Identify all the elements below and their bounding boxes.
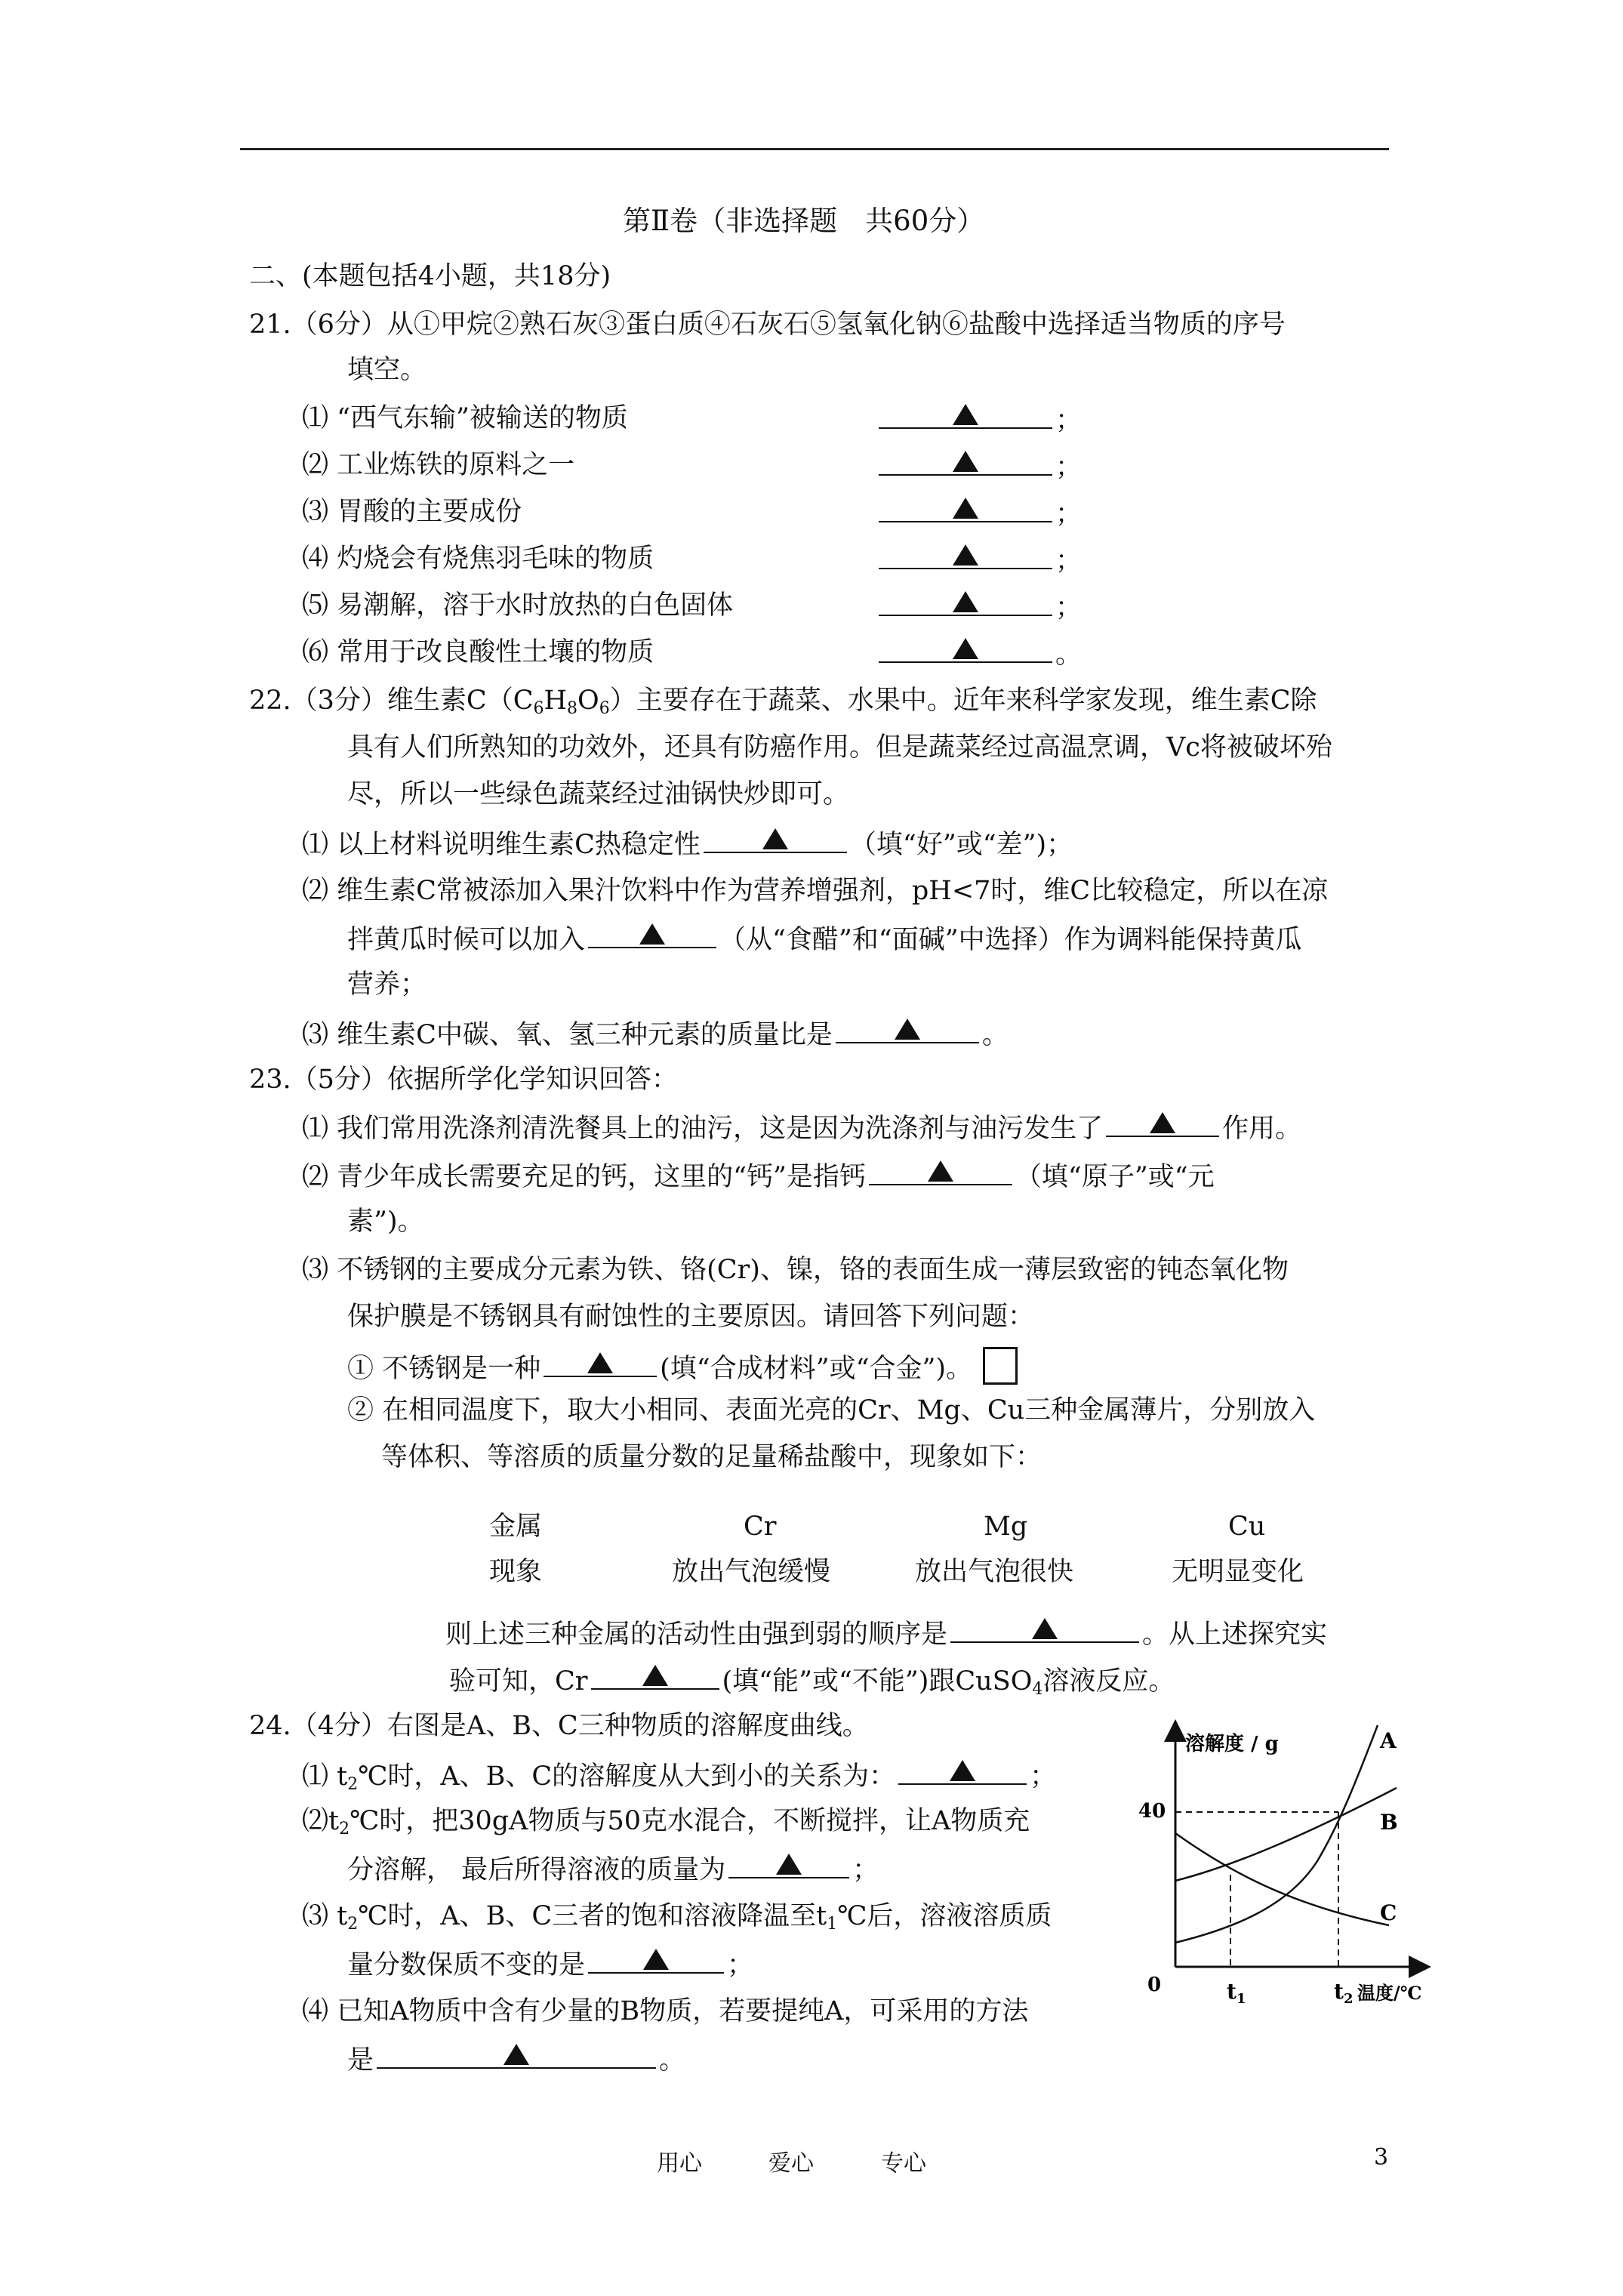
q24-part1: ⑴ $t_2℃$时，A、B、C的溶解度从大到小的关系为： ； xyxy=(302,1758,1056,1801)
triangle-icon xyxy=(642,1665,668,1686)
q24-part3-line1: ⑶ $t_2℃$时，A、B、C三者的饱和溶液降温至$t_1℃$后，溶液溶质质 xyxy=(302,1901,1052,1934)
q24-part2-line1: $⑵t_2℃$时，把30gA物质与50克水混合，不断搅拌，让A物质充 xyxy=(302,1806,1030,1838)
item-label: ⑶ 胃酸的主要成份 xyxy=(302,497,522,527)
answer-blank xyxy=(728,1851,849,1878)
curve-b xyxy=(1175,1788,1397,1881)
part2-heading: 二、(本题包括4小题，共18分) xyxy=(249,261,611,291)
q21-answer-1: ； xyxy=(876,402,1082,437)
triangle-icon xyxy=(953,638,978,659)
q22-part3: ⑶ 维生素C中碳、氧、氢三种元素的质量比是 。 xyxy=(302,1016,1009,1052)
triangle-icon xyxy=(587,1352,613,1373)
answer-blank xyxy=(879,542,1052,569)
table-cell-cr: Cr xyxy=(744,1512,777,1542)
answer-blank xyxy=(879,402,1052,429)
origin-label: 0 xyxy=(1147,1974,1162,1996)
answer-blank xyxy=(879,448,1052,476)
triangle-icon xyxy=(762,828,788,849)
q22-part2-line2: 拌黄瓜时候可以加入 （从“食醋”和“面碱”中选择）作为调料能保持黄瓜 xyxy=(347,921,1302,957)
triangle-icon xyxy=(895,1019,920,1040)
table-cell-mg-result: 放出气泡很快 xyxy=(915,1557,1074,1587)
q21-answer-2: ； xyxy=(876,448,1082,484)
q23-sub2-line1: ② 在相同温度下，取大小相同、表面光亮的Cr、Mg、Cu三种金属薄片，分别放入 xyxy=(347,1395,1316,1425)
curve-c-label: C xyxy=(1380,1900,1397,1925)
t1-label: $t_1$ xyxy=(1227,1979,1246,2007)
q23-conclusion-line1: 则上述三种金属的活动性由强到弱的顺序是 。从上述探究实 xyxy=(445,1616,1327,1651)
section-title: 第Ⅱ卷（非选择题 共60分） xyxy=(623,205,985,237)
answer-blank xyxy=(869,1158,1012,1185)
answer-blank xyxy=(898,1758,1027,1785)
q21-answer-6: 。 xyxy=(876,636,1082,671)
q21-item-2 xyxy=(302,448,574,482)
table-cell-cu: Cu xyxy=(1228,1512,1266,1542)
table-cell-phenomenon-label: 现象 xyxy=(489,1557,543,1587)
footer-motto-3: 专心 xyxy=(881,2150,926,2177)
q22-part1: ⑴ 以上材料说明维生素C热稳定性 （填“好”或“差”)； xyxy=(302,826,1073,861)
x-axis-label: 温度/℃ xyxy=(1357,1982,1422,2004)
q23-sub1: ① 不锈钢是一种 (填“合成材料”或“合金”)。 xyxy=(347,1347,1018,1385)
q22-stem-line3: 尽，所以一些绿色蔬菜经过油锅快炒即可。 xyxy=(347,779,850,809)
q23-sub2-line2: 等体积、等溶质的质量分数的足量稀盐酸中，现象如下： xyxy=(381,1442,1042,1472)
answer-box xyxy=(983,1347,1018,1385)
answer-blank xyxy=(879,636,1052,663)
triangle-icon xyxy=(953,498,978,519)
q21-item-1 xyxy=(302,402,628,435)
table-cell-cr-result: 放出气泡缓慢 xyxy=(672,1557,831,1587)
triangle-icon xyxy=(643,1949,669,1970)
q24-part4-line2: 是 。 xyxy=(347,2042,685,2077)
answer-blank xyxy=(588,1946,724,1974)
answer-blank xyxy=(879,589,1052,616)
table-cell-mg: Mg xyxy=(984,1512,1028,1542)
q23-conclusion-line2: 验可知，Cr (填“能”或“不能”)跟CuSO$_4$溶液反应。 xyxy=(449,1663,1175,1706)
answer-blank xyxy=(591,1663,719,1690)
q23-part3-line1: ⑶ 不锈钢的主要成分元素为铁、铬(Cr)、镍，铬的表面生成一薄层致密的钝态氧化物 xyxy=(302,1255,1289,1285)
header-rule xyxy=(240,148,1389,150)
triangle-icon xyxy=(776,1854,802,1875)
answer-blank xyxy=(544,1350,657,1377)
q24-part3-line2: 量分数保质不变的是 ； xyxy=(347,1946,753,1982)
answer-blank xyxy=(836,1016,979,1043)
triangle-icon xyxy=(953,451,978,472)
q22-stem-line1: 22.（3分）维生素$C(C_6H_8O_6)$主要存在于蔬菜、水果中。近年来科学家发现，维生素C除 xyxy=(249,686,1317,718)
item-label: ⑵ 工业炼铁的原料之一 xyxy=(302,450,575,480)
triangle-icon xyxy=(953,591,978,612)
q21-item-4 xyxy=(302,542,654,575)
t2-label: $t_2$ xyxy=(1334,1979,1354,2007)
q21-item-6 xyxy=(302,636,654,669)
triangle-icon xyxy=(1032,1618,1058,1639)
table-cell-metal-label: 金属 xyxy=(489,1512,543,1542)
curve-c xyxy=(1175,1833,1389,1925)
q21-answer-3: ； xyxy=(876,495,1082,531)
q23-stem: 23.（5分）依据所学化学知识回答： xyxy=(249,1065,678,1095)
answer-blank xyxy=(950,1616,1139,1643)
q21-answer-4: ； xyxy=(876,542,1082,578)
answer-blank xyxy=(1106,1110,1219,1137)
triangle-icon xyxy=(639,923,665,945)
q23-part2-line2: 素”)。 xyxy=(347,1207,424,1237)
q22-stem-line2: 具有人们所熟知的功效外，还具有防癌作用。但是蔬菜经过高温烹调，Vc将被破坏殆 xyxy=(347,732,1332,763)
item-label: ⑴ “西气东输”被输送的物质 xyxy=(302,403,628,433)
y-axis-label: 溶解度 / g xyxy=(1185,1733,1279,1755)
q23-part3-line2: 保护膜是不锈钢具有耐蚀性的主要原因。请回答下列问题： xyxy=(347,1302,1035,1332)
q21-stem-line1: 21.（6分）从①甲烷②熟石灰③蛋白质④石灰石⑤氢氧化钠⑥盐酸中选择适当物质的序号 xyxy=(249,310,1286,340)
item-label: ⑸ 易潮解，溶于水时放热的白色固体 xyxy=(302,590,734,621)
q22-part2-line1: ⑵ 维生素C常被添加入果汁饮料中作为营养增强剂，pH<7时，维C比较稳定，所以在凉 xyxy=(302,876,1329,906)
q23-part2: ⑵ 青少年成长需要充足的钙，这里的“钙”是指钙 （填“原子”或“元 xyxy=(302,1158,1215,1194)
y-value-40: 40 xyxy=(1138,1800,1166,1823)
triangle-icon xyxy=(504,2044,529,2065)
triangle-icon xyxy=(953,544,978,566)
item-label: ⑹ 常用于改良酸性土壤的物质 xyxy=(302,637,654,667)
answer-blank xyxy=(879,495,1052,522)
answer-blank xyxy=(377,2042,656,2069)
curve-b-label: B xyxy=(1380,1810,1398,1835)
answer-blank xyxy=(704,826,847,853)
footer-motto-2: 爱心 xyxy=(768,2150,814,2177)
q21-item-3 xyxy=(302,495,522,529)
q21-answer-5: ； xyxy=(876,589,1082,624)
triangle-icon xyxy=(950,1760,975,1781)
page-number: 3 xyxy=(1374,2144,1389,2171)
q21-stem-line2: 填空。 xyxy=(347,355,427,385)
solubility-curve-graph xyxy=(1125,1710,1442,2020)
q24-part2-line2: 分溶解， 最后所得溶液的质量为 ； xyxy=(347,1851,879,1887)
q23-part1: ⑴ 我们常用洗涤剂清洗餐具上的油污，这是因为洗涤剂与油污发生了 作用。 xyxy=(302,1110,1301,1145)
table-cell-cu-result: 无明显变化 xyxy=(1172,1557,1304,1587)
curve-a-label: A xyxy=(1380,1728,1397,1753)
triangle-icon xyxy=(1150,1112,1175,1133)
q24-stem: 24.（4分）右图是A、B、C三种物质的溶解度曲线。 xyxy=(249,1711,869,1741)
curve-a xyxy=(1175,1725,1378,1943)
triangle-icon xyxy=(953,404,978,425)
item-label: ⑷ 灼烧会有烧焦羽毛味的物质 xyxy=(302,544,654,574)
triangle-icon xyxy=(928,1160,953,1182)
footer-motto-1: 用心 xyxy=(657,2150,702,2177)
answer-blank xyxy=(588,921,716,948)
q22-part2-line3: 营养； xyxy=(347,969,427,1000)
q24-part4-line1: ⑷ 已知A物质中含有少量的B物质，若要提纯A，可采用的方法 xyxy=(302,1996,1029,2026)
q21-item-5 xyxy=(302,589,733,622)
